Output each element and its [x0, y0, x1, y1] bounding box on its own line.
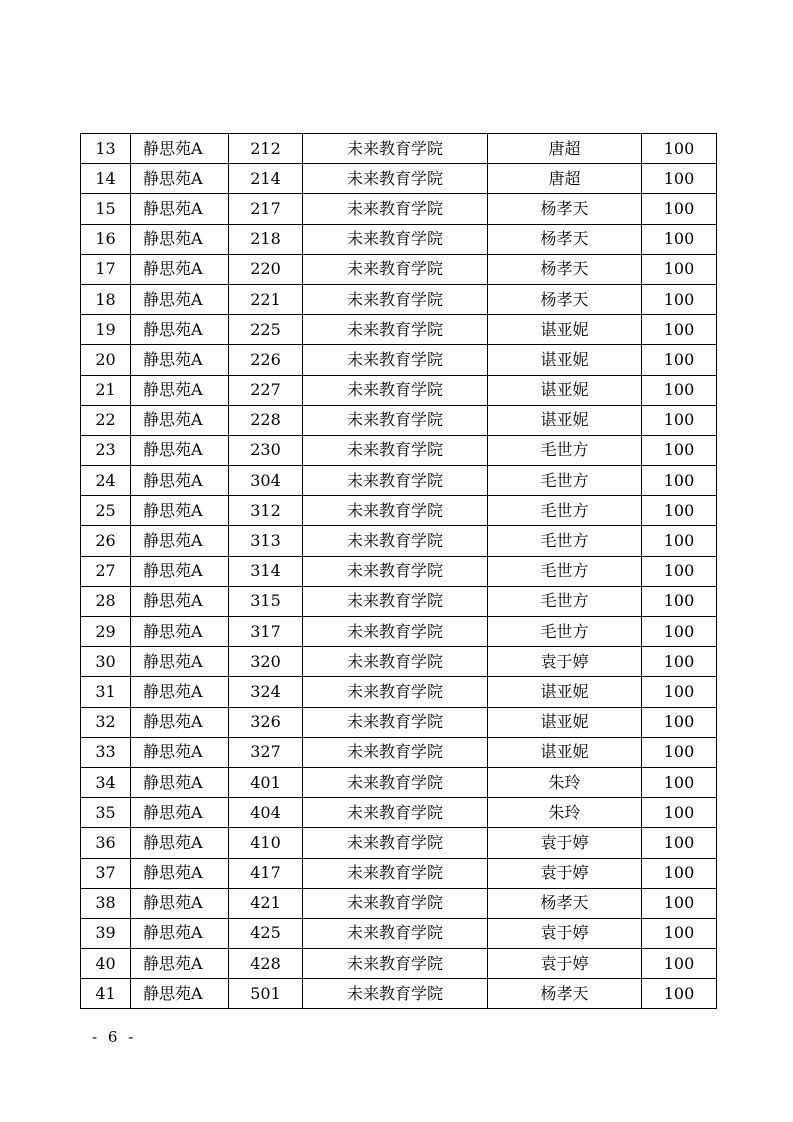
cell-score: 100: [642, 466, 717, 496]
cell-index: 25: [81, 496, 131, 526]
cell-building: 静思苑A: [131, 858, 229, 888]
cell-score: 100: [642, 617, 717, 647]
cell-room: 317: [229, 617, 303, 647]
cell-building: 静思苑A: [131, 164, 229, 194]
cell-index: 36: [81, 828, 131, 858]
cell-score: 100: [642, 284, 717, 314]
cell-index: 23: [81, 435, 131, 465]
cell-index: 40: [81, 949, 131, 979]
cell-room: 428: [229, 949, 303, 979]
table-row: [81, 375, 717, 405]
cell-counselor: 谌亚妮: [488, 315, 642, 345]
table-row: [81, 647, 717, 677]
table-row: [81, 435, 717, 465]
cell-index: 15: [81, 194, 131, 224]
cell-score: 100: [642, 677, 717, 707]
cell-index: 26: [81, 526, 131, 556]
table-row: [81, 345, 717, 375]
cell-college: 未来教育学院: [303, 707, 488, 737]
cell-college: 未来教育学院: [303, 888, 488, 918]
cell-score: 100: [642, 858, 717, 888]
cell-room: 421: [229, 888, 303, 918]
cell-room: 212: [229, 134, 303, 164]
cell-index: 14: [81, 164, 131, 194]
cell-score: 100: [642, 828, 717, 858]
page-number: - 6 -: [92, 1028, 137, 1046]
cell-college: 未来教育学院: [303, 828, 488, 858]
cell-score: 100: [642, 254, 717, 284]
cell-building: 静思苑A: [131, 254, 229, 284]
cell-index: 31: [81, 677, 131, 707]
cell-college: 未来教育学院: [303, 496, 488, 526]
cell-college: 未来教育学院: [303, 737, 488, 767]
cell-college: 未来教育学院: [303, 526, 488, 556]
cell-room: 304: [229, 466, 303, 496]
cell-room: 313: [229, 526, 303, 556]
cell-counselor: 谌亚妮: [488, 677, 642, 707]
cell-room: 404: [229, 798, 303, 828]
cell-college: 未来教育学院: [303, 224, 488, 254]
cell-counselor: 杨孝天: [488, 979, 642, 1009]
cell-college: 未来教育学院: [303, 164, 488, 194]
cell-college: 未来教育学院: [303, 194, 488, 224]
cell-score: 100: [642, 315, 717, 345]
cell-counselor: 毛世方: [488, 617, 642, 647]
cell-room: 221: [229, 284, 303, 314]
cell-building: 静思苑A: [131, 375, 229, 405]
cell-score: 100: [642, 164, 717, 194]
cell-index: 13: [81, 134, 131, 164]
cell-room: 214: [229, 164, 303, 194]
table-row: [81, 858, 717, 888]
cell-index: 29: [81, 617, 131, 647]
cell-counselor: 朱玲: [488, 767, 642, 797]
cell-room: 230: [229, 435, 303, 465]
table-row: [81, 828, 717, 858]
cell-college: 未来教育学院: [303, 405, 488, 435]
cell-building: 静思苑A: [131, 345, 229, 375]
cell-index: 21: [81, 375, 131, 405]
table-row: [81, 254, 717, 284]
cell-score: 100: [642, 194, 717, 224]
cell-index: 18: [81, 284, 131, 314]
cell-room: 225: [229, 315, 303, 345]
table-row: [81, 586, 717, 616]
cell-index: 19: [81, 315, 131, 345]
table-row: [81, 737, 717, 767]
cell-index: 24: [81, 466, 131, 496]
cell-college: 未来教育学院: [303, 284, 488, 314]
cell-counselor: 袁于婷: [488, 647, 642, 677]
cell-room: 320: [229, 647, 303, 677]
cell-room: 327: [229, 737, 303, 767]
table-row: [81, 134, 717, 164]
cell-score: 100: [642, 888, 717, 918]
table-row: [81, 466, 717, 496]
cell-counselor: 袁于婷: [488, 858, 642, 888]
cell-counselor: 谌亚妮: [488, 707, 642, 737]
cell-room: 417: [229, 858, 303, 888]
cell-college: 未来教育学院: [303, 677, 488, 707]
cell-counselor: 朱玲: [488, 798, 642, 828]
cell-building: 静思苑A: [131, 315, 229, 345]
cell-index: 39: [81, 918, 131, 948]
cell-room: 501: [229, 979, 303, 1009]
cell-counselor: 杨孝天: [488, 224, 642, 254]
cell-index: 27: [81, 556, 131, 586]
cell-building: 静思苑A: [131, 979, 229, 1009]
cell-index: 30: [81, 647, 131, 677]
cell-college: 未来教育学院: [303, 647, 488, 677]
cell-score: 100: [642, 375, 717, 405]
cell-counselor: 谌亚妮: [488, 345, 642, 375]
cell-college: 未来教育学院: [303, 466, 488, 496]
cell-room: 217: [229, 194, 303, 224]
cell-college: 未来教育学院: [303, 798, 488, 828]
cell-score: 100: [642, 586, 717, 616]
table-row: [81, 284, 717, 314]
cell-index: 41: [81, 979, 131, 1009]
cell-building: 静思苑A: [131, 496, 229, 526]
cell-room: 324: [229, 677, 303, 707]
cell-college: 未来教育学院: [303, 435, 488, 465]
cell-counselor: 毛世方: [488, 435, 642, 465]
table-row: [81, 918, 717, 948]
cell-counselor: 毛世方: [488, 526, 642, 556]
cell-counselor: 毛世方: [488, 466, 642, 496]
cell-counselor: 毛世方: [488, 586, 642, 616]
cell-building: 静思苑A: [131, 435, 229, 465]
cell-building: 静思苑A: [131, 405, 229, 435]
cell-counselor: 毛世方: [488, 496, 642, 526]
cell-room: 220: [229, 254, 303, 284]
table-row: [81, 315, 717, 345]
cell-counselor: 毛世方: [488, 556, 642, 586]
cell-counselor: 谌亚妮: [488, 375, 642, 405]
cell-college: 未来教育学院: [303, 556, 488, 586]
table-row: [81, 949, 717, 979]
cell-score: 100: [642, 918, 717, 948]
table-row: [81, 224, 717, 254]
cell-index: 35: [81, 798, 131, 828]
cell-score: 100: [642, 707, 717, 737]
cell-building: 静思苑A: [131, 888, 229, 918]
cell-counselor: 杨孝天: [488, 284, 642, 314]
cell-room: 315: [229, 586, 303, 616]
cell-counselor: 袁于婷: [488, 828, 642, 858]
cell-college: 未来教育学院: [303, 345, 488, 375]
cell-building: 静思苑A: [131, 798, 229, 828]
cell-building: 静思苑A: [131, 617, 229, 647]
cell-score: 100: [642, 767, 717, 797]
cell-score: 100: [642, 526, 717, 556]
cell-building: 静思苑A: [131, 949, 229, 979]
cell-index: 28: [81, 586, 131, 616]
cell-building: 静思苑A: [131, 284, 229, 314]
cell-score: 100: [642, 647, 717, 677]
table-row: [81, 798, 717, 828]
cell-building: 静思苑A: [131, 767, 229, 797]
cell-building: 静思苑A: [131, 194, 229, 224]
cell-score: 100: [642, 979, 717, 1009]
table-row: [81, 767, 717, 797]
cell-building: 静思苑A: [131, 647, 229, 677]
cell-building: 静思苑A: [131, 134, 229, 164]
cell-score: 100: [642, 949, 717, 979]
cell-building: 静思苑A: [131, 466, 229, 496]
cell-room: 326: [229, 707, 303, 737]
cell-room: 218: [229, 224, 303, 254]
table-row: [81, 979, 717, 1009]
table-row: [81, 677, 717, 707]
cell-college: 未来教育学院: [303, 767, 488, 797]
cell-score: 100: [642, 496, 717, 526]
cell-score: 100: [642, 224, 717, 254]
cell-index: 32: [81, 707, 131, 737]
cell-index: 16: [81, 224, 131, 254]
cell-score: 100: [642, 134, 717, 164]
cell-room: 401: [229, 767, 303, 797]
table-row: [81, 556, 717, 586]
cell-score: 100: [642, 405, 717, 435]
cell-index: 33: [81, 737, 131, 767]
cell-building: 静思苑A: [131, 556, 229, 586]
cell-college: 未来教育学院: [303, 918, 488, 948]
cell-index: 34: [81, 767, 131, 797]
table-row: [81, 617, 717, 647]
cell-room: 227: [229, 375, 303, 405]
cell-building: 静思苑A: [131, 526, 229, 556]
cell-room: 228: [229, 405, 303, 435]
cell-score: 100: [642, 345, 717, 375]
cell-index: 37: [81, 858, 131, 888]
cell-room: 312: [229, 496, 303, 526]
cell-counselor: 杨孝天: [488, 194, 642, 224]
cell-index: 17: [81, 254, 131, 284]
cell-college: 未来教育学院: [303, 375, 488, 405]
cell-college: 未来教育学院: [303, 979, 488, 1009]
table-row: [81, 526, 717, 556]
cell-score: 100: [642, 737, 717, 767]
cell-college: 未来教育学院: [303, 617, 488, 647]
data-table: [80, 133, 717, 1009]
cell-counselor: 谌亚妮: [488, 737, 642, 767]
cell-college: 未来教育学院: [303, 949, 488, 979]
table-row: [81, 707, 717, 737]
cell-index: 22: [81, 405, 131, 435]
cell-building: 静思苑A: [131, 586, 229, 616]
table-row: [81, 405, 717, 435]
table-row: [81, 888, 717, 918]
cell-counselor: 唐超: [488, 164, 642, 194]
cell-college: 未来教育学院: [303, 586, 488, 616]
cell-room: 410: [229, 828, 303, 858]
cell-counselor: 唐超: [488, 134, 642, 164]
table-row: [81, 164, 717, 194]
cell-score: 100: [642, 435, 717, 465]
cell-building: 静思苑A: [131, 737, 229, 767]
cell-college: 未来教育学院: [303, 254, 488, 284]
cell-college: 未来教育学院: [303, 134, 488, 164]
cell-building: 静思苑A: [131, 707, 229, 737]
cell-room: 226: [229, 345, 303, 375]
cell-room: 314: [229, 556, 303, 586]
cell-counselor: 袁于婷: [488, 949, 642, 979]
table-row: [81, 194, 717, 224]
cell-building: 静思苑A: [131, 677, 229, 707]
cell-index: 20: [81, 345, 131, 375]
cell-score: 100: [642, 798, 717, 828]
cell-room: 425: [229, 918, 303, 948]
cell-counselor: 谌亚妮: [488, 405, 642, 435]
cell-counselor: 杨孝天: [488, 888, 642, 918]
table-row: [81, 496, 717, 526]
cell-building: 静思苑A: [131, 918, 229, 948]
cell-counselor: 袁于婷: [488, 918, 642, 948]
cell-college: 未来教育学院: [303, 315, 488, 345]
cell-score: 100: [642, 556, 717, 586]
cell-building: 静思苑A: [131, 828, 229, 858]
cell-college: 未来教育学院: [303, 858, 488, 888]
cell-building: 静思苑A: [131, 224, 229, 254]
cell-counselor: 杨孝天: [488, 254, 642, 284]
cell-index: 38: [81, 888, 131, 918]
